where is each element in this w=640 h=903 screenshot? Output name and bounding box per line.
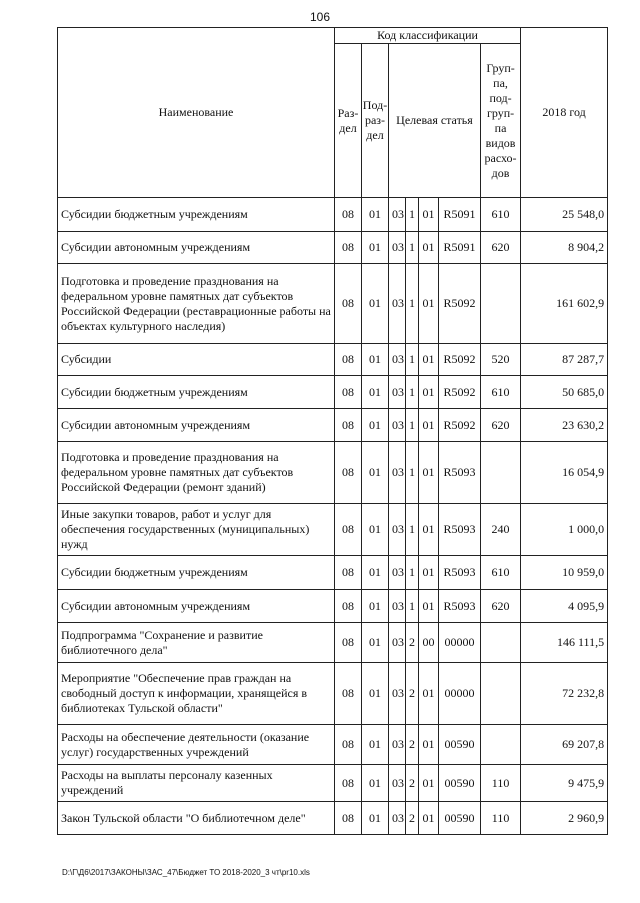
cell-c4: R5092 xyxy=(439,409,481,442)
cell-c2: 1 xyxy=(406,344,419,376)
cell-c1: 03 xyxy=(389,232,406,264)
cell-c1: 03 xyxy=(389,556,406,590)
budget-table xyxy=(57,27,608,835)
cell-podrazdel: 01 xyxy=(362,725,389,765)
cell-podrazdel: 01 xyxy=(362,409,389,442)
cell-amount: 8 904,2 xyxy=(521,232,608,264)
cell-podrazdel: 01 xyxy=(362,663,389,725)
cell-podrazdel: 01 xyxy=(362,376,389,409)
cell-podrazdel: 01 xyxy=(362,504,389,556)
page-number: 106 xyxy=(309,10,331,24)
cell-name: Субсидии бюджетным учреждениям xyxy=(58,376,335,409)
cell-vid: 110 xyxy=(481,802,521,835)
cell-amount: 9 475,9 xyxy=(521,765,608,802)
cell-c4: 00590 xyxy=(439,765,481,802)
cell-vid: 520 xyxy=(481,344,521,376)
cell-name: Субсидии бюджетным учреждениям xyxy=(58,198,335,232)
cell-c4: 00590 xyxy=(439,725,481,765)
cell-vid: 610 xyxy=(481,376,521,409)
cell-c1: 03 xyxy=(389,442,406,504)
cell-vid xyxy=(481,725,521,765)
cell-c1: 03 xyxy=(389,802,406,835)
table-row xyxy=(58,442,608,504)
header-subsection: Под- раз- дел xyxy=(362,44,389,198)
cell-razdel: 08 xyxy=(335,344,362,376)
table-row xyxy=(58,376,608,409)
cell-amount: 1 000,0 xyxy=(521,504,608,556)
cell-c3: 01 xyxy=(419,725,439,765)
cell-razdel: 08 xyxy=(335,376,362,409)
cell-amount: 23 630,2 xyxy=(521,409,608,442)
cell-c1: 03 xyxy=(389,663,406,725)
cell-c4: 00000 xyxy=(439,623,481,663)
cell-c1: 03 xyxy=(389,725,406,765)
cell-amount: 25 548,0 xyxy=(521,198,608,232)
cell-razdel: 08 xyxy=(335,663,362,725)
cell-podrazdel: 01 xyxy=(362,765,389,802)
cell-c2: 1 xyxy=(406,376,419,409)
cell-podrazdel: 01 xyxy=(362,344,389,376)
cell-name: Подготовка и проведение празднования на федеральном уровне памятных дат субъектов Российской Федерации (ремонт зданий) xyxy=(58,442,335,504)
cell-podrazdel: 01 xyxy=(362,232,389,264)
cell-amount: 69 207,8 xyxy=(521,725,608,765)
table-row xyxy=(58,344,608,376)
header-section: Раз- дел xyxy=(335,44,362,198)
table-row xyxy=(58,264,608,344)
cell-c3: 01 xyxy=(419,344,439,376)
cell-c2: 2 xyxy=(406,765,419,802)
cell-c3: 01 xyxy=(419,442,439,504)
table-row xyxy=(58,556,608,590)
table-row xyxy=(58,802,608,835)
cell-c3: 01 xyxy=(419,765,439,802)
cell-amount: 146 111,5 xyxy=(521,623,608,663)
cell-podrazdel: 01 xyxy=(362,623,389,663)
cell-c4: R5091 xyxy=(439,232,481,264)
cell-name: Закон Тульской области "О библиотечном деле" xyxy=(58,802,335,835)
cell-razdel: 08 xyxy=(335,409,362,442)
cell-vid: 620 xyxy=(481,590,521,623)
cell-c4: R5092 xyxy=(439,344,481,376)
cell-c3: 00 xyxy=(419,623,439,663)
cell-podrazdel: 01 xyxy=(362,442,389,504)
cell-razdel: 08 xyxy=(335,556,362,590)
cell-podrazdel: 01 xyxy=(362,802,389,835)
cell-amount: 16 054,9 xyxy=(521,442,608,504)
cell-c2: 1 xyxy=(406,556,419,590)
cell-vid xyxy=(481,663,521,725)
table-body xyxy=(58,198,608,835)
cell-c4: R5093 xyxy=(439,556,481,590)
cell-vid: 610 xyxy=(481,556,521,590)
header-name: Наименование xyxy=(58,28,335,198)
cell-c2: 1 xyxy=(406,264,419,344)
cell-c3: 01 xyxy=(419,590,439,623)
cell-c1: 03 xyxy=(389,504,406,556)
table-row xyxy=(58,765,608,802)
cell-c2: 1 xyxy=(406,504,419,556)
cell-vid: 110 xyxy=(481,765,521,802)
cell-name: Мероприятие "Обеспечение прав граждан на свободный доступ к информации, хранящейся в библиотеках Тульской области" xyxy=(58,663,335,725)
cell-amount: 72 232,8 xyxy=(521,663,608,725)
cell-name: Субсидии автономным учреждениям xyxy=(58,232,335,264)
cell-c4: 00000 xyxy=(439,663,481,725)
cell-c3: 01 xyxy=(419,232,439,264)
cell-c2: 2 xyxy=(406,663,419,725)
cell-c1: 03 xyxy=(389,198,406,232)
cell-razdel: 08 xyxy=(335,590,362,623)
header-target-article: Целевая статья xyxy=(389,44,481,198)
table-row xyxy=(58,409,608,442)
cell-vid: 610 xyxy=(481,198,521,232)
cell-c3: 01 xyxy=(419,198,439,232)
table-row xyxy=(58,504,608,556)
cell-razdel: 08 xyxy=(335,725,362,765)
cell-c4: 00590 xyxy=(439,802,481,835)
cell-c2: 2 xyxy=(406,802,419,835)
cell-c1: 03 xyxy=(389,409,406,442)
cell-amount: 50 685,0 xyxy=(521,376,608,409)
cell-name: Расходы на выплаты персоналу казенных учреждений xyxy=(58,765,335,802)
cell-c1: 03 xyxy=(389,376,406,409)
cell-amount: 87 287,7 xyxy=(521,344,608,376)
cell-vid xyxy=(481,442,521,504)
cell-name: Субсидии бюджетным учреждениям xyxy=(58,556,335,590)
cell-c4: R5091 xyxy=(439,198,481,232)
cell-razdel: 08 xyxy=(335,765,362,802)
cell-razdel: 08 xyxy=(335,802,362,835)
cell-name: Субсидии xyxy=(58,344,335,376)
cell-c1: 03 xyxy=(389,623,406,663)
cell-c2: 1 xyxy=(406,590,419,623)
cell-c3: 01 xyxy=(419,264,439,344)
cell-name: Подготовка и проведение празднования на федеральном уровне памятных дат субъектов Российской Федерации (реставрационные работы на объектах культурного наследия) xyxy=(58,264,335,344)
cell-razdel: 08 xyxy=(335,442,362,504)
cell-c1: 03 xyxy=(389,765,406,802)
cell-c4: R5093 xyxy=(439,590,481,623)
cell-c3: 01 xyxy=(419,409,439,442)
cell-name: Подпрограмма "Сохранение и развитие библиотечного дела" xyxy=(58,623,335,663)
cell-vid: 620 xyxy=(481,409,521,442)
cell-c3: 01 xyxy=(419,556,439,590)
table-row xyxy=(58,725,608,765)
header-expense-group: Груп- па, под- груп- па видов расхо- дов xyxy=(481,44,521,198)
cell-c3: 01 xyxy=(419,802,439,835)
table-row xyxy=(58,663,608,725)
cell-name: Субсидии автономным учреждениям xyxy=(58,409,335,442)
cell-name: Расходы на обеспечение деятельности (оказание услуг) государственных учреждений xyxy=(58,725,335,765)
cell-razdel: 08 xyxy=(335,198,362,232)
cell-podrazdel: 01 xyxy=(362,556,389,590)
table-row xyxy=(58,232,608,264)
cell-razdel: 08 xyxy=(335,264,362,344)
cell-c2: 2 xyxy=(406,725,419,765)
table-row xyxy=(58,198,608,232)
cell-c2: 1 xyxy=(406,232,419,264)
cell-c4: R5092 xyxy=(439,264,481,344)
cell-vid: 620 xyxy=(481,232,521,264)
cell-c4: R5092 xyxy=(439,376,481,409)
cell-vid xyxy=(481,264,521,344)
cell-c3: 01 xyxy=(419,663,439,725)
cell-vid: 240 xyxy=(481,504,521,556)
cell-c4: R5093 xyxy=(439,442,481,504)
cell-amount: 10 959,0 xyxy=(521,556,608,590)
cell-name: Иные закупки товаров, работ и услуг для обеспечения государственных (муниципальных) нужд xyxy=(58,504,335,556)
table-row xyxy=(58,623,608,663)
table-row xyxy=(58,590,608,623)
cell-name: Субсидии автономным учреждениям xyxy=(58,590,335,623)
cell-c1: 03 xyxy=(389,264,406,344)
cell-c2: 1 xyxy=(406,409,419,442)
cell-razdel: 08 xyxy=(335,623,362,663)
cell-amount: 4 095,9 xyxy=(521,590,608,623)
cell-c1: 03 xyxy=(389,344,406,376)
cell-vid xyxy=(481,623,521,663)
cell-c4: R5093 xyxy=(439,504,481,556)
cell-amount: 2 960,9 xyxy=(521,802,608,835)
cell-c2: 2 xyxy=(406,623,419,663)
cell-c3: 01 xyxy=(419,376,439,409)
cell-c2: 1 xyxy=(406,442,419,504)
file-path-footer: D:\Г\Д6\2017\ЗАКОНЫ\ЗАС_47\Бюджет ТО 2018-2020_3 чт\pr10.xls xyxy=(62,868,310,877)
cell-c2: 1 xyxy=(406,198,419,232)
cell-podrazdel: 01 xyxy=(362,198,389,232)
header-year: 2018 год xyxy=(521,28,608,198)
cell-podrazdel: 01 xyxy=(362,590,389,623)
cell-razdel: 08 xyxy=(335,232,362,264)
cell-amount: 161 602,9 xyxy=(521,264,608,344)
header-classification-code: Код классификации xyxy=(335,28,521,44)
cell-razdel: 08 xyxy=(335,504,362,556)
cell-c1: 03 xyxy=(389,590,406,623)
cell-c3: 01 xyxy=(419,504,439,556)
cell-podrazdel: 01 xyxy=(362,264,389,344)
